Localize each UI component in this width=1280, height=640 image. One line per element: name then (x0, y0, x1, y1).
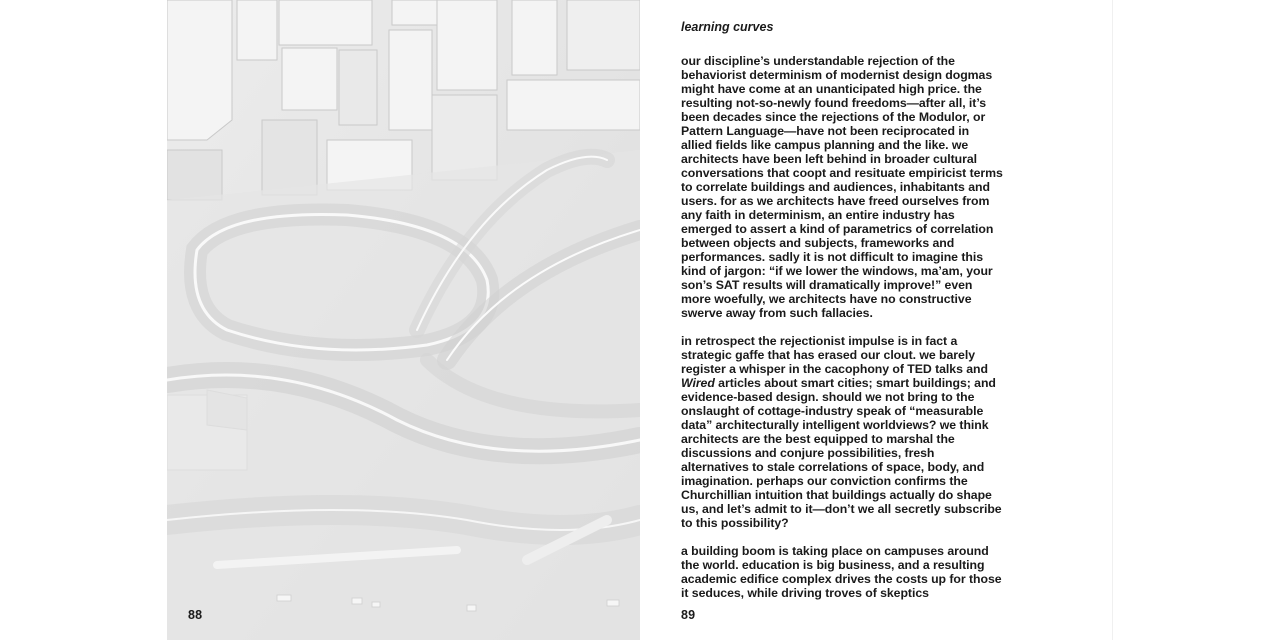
paragraph-2-text-a: in retrospect the rejectionist impulse is in fact a strategic gaffe that has erased our clout. we barely register a whisper in the cacophony of TED talks and (681, 334, 988, 376)
architectural-model-photo (167, 0, 640, 640)
page-number-right: 89 (681, 608, 696, 622)
page-number-left: 88 (188, 608, 203, 622)
paragraph-2-italic: Wired (681, 376, 715, 390)
paragraph-2 (681, 334, 1003, 530)
paragraph-3: a building boom is taking place on campuses around the world. education is big business, and a resulting academic edifice complex drives the costs up for those it seduces, while driving troves of skeptics (681, 544, 1002, 600)
paragraph-1: our discipline’s understandable rejection of the behaviorist determinism of modernist design dogmas might have come at an unanticipated high price. the resulting not-so-newly found freedoms—after all, it’s been decades since the rejections of the Modulor, or Pattern Language—have not been reciprocated in allied fields like campus planning and the like. we architects have been left behind in broader cultural conversations that coopt and resituate empiricist terms to correlate buildings and audiences, inhabitants and users. for as we architects have freed ourselves from any faith in determinism, an entire industry has emerged to assert a kind of parametrics of correlation between objects and subjects, frameworks and performances. sadly it is not difficult to imagine this kind of jargon: “if we lower the windows, ma’am, your son’s SAT results will dramatically improve!” even more woefully, we architects have no constructive swerve away from such fallacies. (681, 54, 1003, 320)
section-heading: learning curves (681, 20, 774, 34)
page-edge (1112, 0, 1113, 640)
text-column (681, 20, 1003, 614)
paragraph-2-text-b: articles about smart cities; smart buildings; and evidence-based design. should we not bring to the onslaught of cottage-industry speak of “measurable data” architecturally intelligent worldviews? we think architects are the best equipped to marshal the discussions and conjure possibilities, fresh alternatives to stale correlations of space, body, and imagination. perhaps our conviction confirms the Churchillian intuition that buildings actually do shape us, and let’s admit to it—don’t we all secretly subscribe to this possibility? (681, 376, 1002, 530)
